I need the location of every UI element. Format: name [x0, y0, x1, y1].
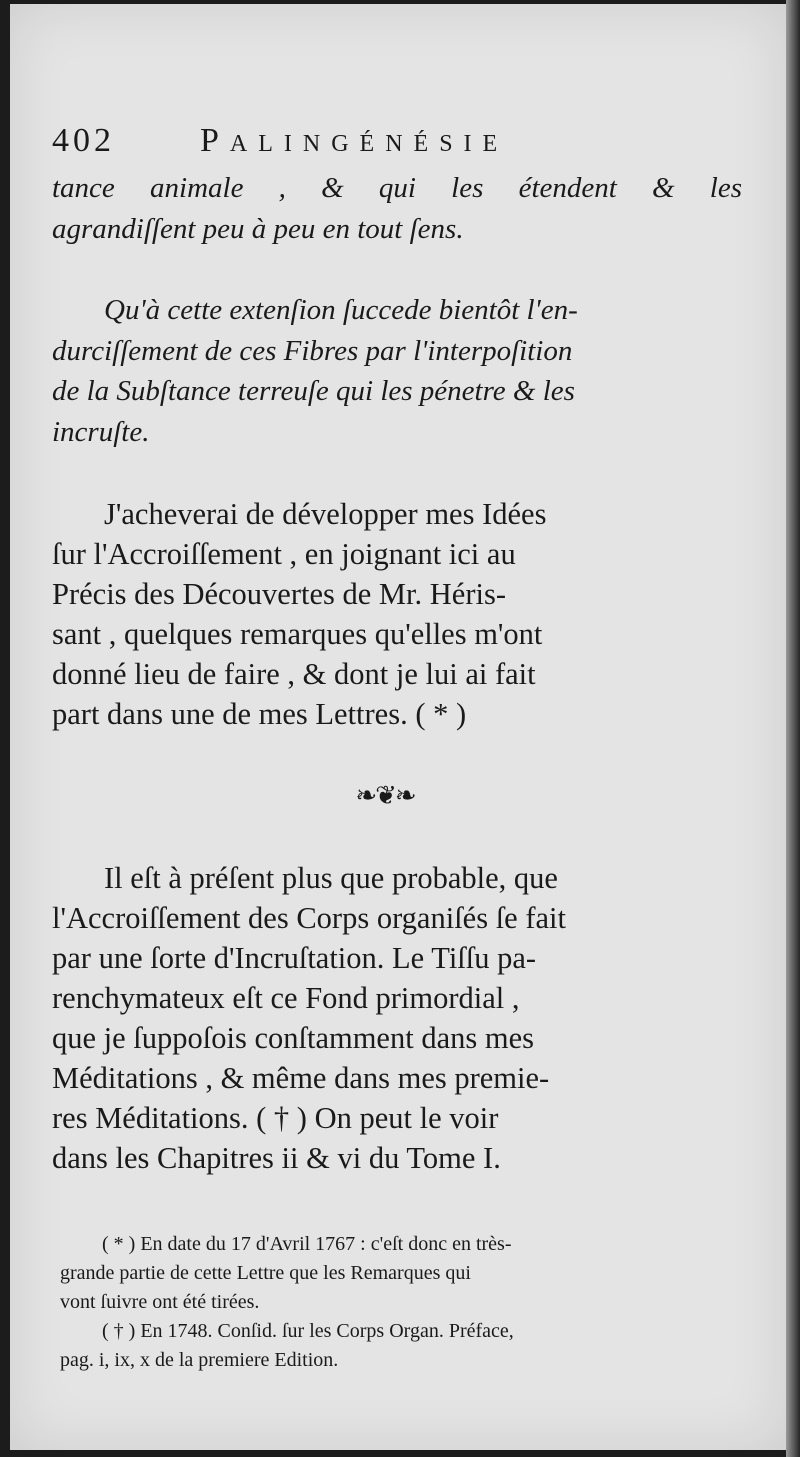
text-line: que je ſuppoſois conſtamment dans mes [52, 1021, 534, 1055]
footnote-line: ( * ) En date du 17 d'Avril 1767 : c'eſt donc en très- [102, 1233, 512, 1255]
text-line: de la Subſtance terreuſe qui les pénetre & les [52, 375, 575, 407]
text-line: Il eſt à préſent plus que probable, que [104, 861, 558, 895]
running-title: Palingénésie [200, 122, 509, 159]
footnote-line: vont ſuivre ont été tirées. [60, 1291, 260, 1313]
paragraph-1 [52, 494, 742, 734]
text-line: l'Accroiſſement des Corps organiſés ſe fait [52, 901, 566, 935]
text-line: Précis des Découvertes de Mr. Héris- [52, 577, 506, 611]
footnote-line: ( † ) En 1748. Conſid. ſur les Corps Organ. Préface, [102, 1320, 514, 1342]
paragraph-2 [52, 858, 742, 1178]
page-edge-shadow [786, 0, 800, 1457]
footnotes [60, 1230, 710, 1375]
continuation-text [52, 168, 742, 249]
page-number: 402 [52, 122, 115, 159]
text-line: tance animale , & qui les étendent & les [52, 172, 742, 204]
text-line: part dans une de mes Lettres. ( * ) [52, 697, 467, 731]
text-line: Qu'à cette extenſion ſuccede bientôt l'en- [104, 294, 578, 326]
text-line: Méditations , & même dans mes premie- [52, 1061, 550, 1095]
text-line: donné lieu de faire , & dont je lui ai fait [52, 657, 536, 691]
text-line: J'acheverai de développer mes Idées [104, 497, 547, 531]
clause-text [52, 290, 742, 452]
footnote-line: grande partie de cette Lettre que les Remarques qui [60, 1262, 471, 1284]
text-line: ſur l'Accroiſſement , en joignant ici au [52, 537, 516, 571]
text-line: agrandiſſent peu à peu en tout ſens. [52, 212, 464, 245]
running-header [52, 118, 732, 168]
text-line: durciſſement de ces Fibres par l'interpoſition [52, 334, 573, 367]
text-line: dans les Chapitres ii & vi du Tome I. [52, 1141, 501, 1175]
text-line: incruſte. [52, 415, 150, 448]
text-line: sant , quelques remarques qu'elles m'ont [52, 617, 543, 651]
ornament-icon: ❧❦❧ [355, 781, 415, 810]
text-line: res Méditations. ( † ) On peut le voir [52, 1101, 499, 1135]
text-line: renchymateux eſt ce Fond primordial , [52, 981, 520, 1015]
text-line: par une ſorte d'Incruſtation. Le Tiſſu pa- [52, 941, 537, 975]
footnote-line: pag. i, ix, x de la premiere Edition. [60, 1349, 339, 1371]
